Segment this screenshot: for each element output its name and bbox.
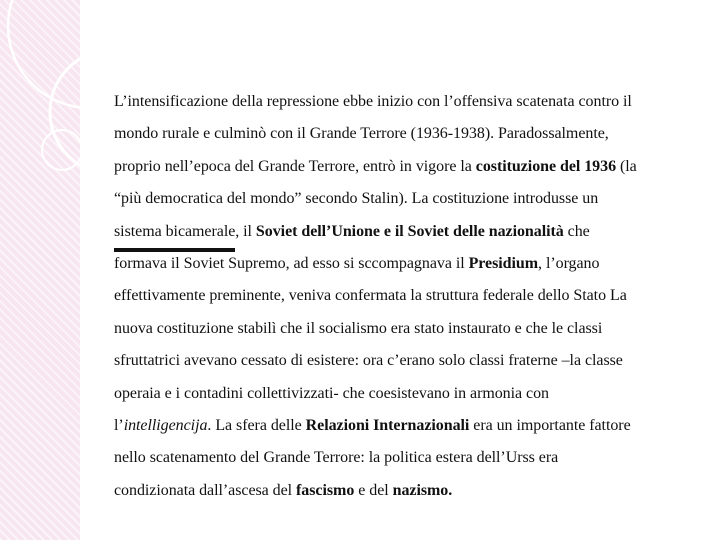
- bold-term-soviet: Soviet dell’Unione e il Soviet delle nazionalità: [255, 222, 564, 240]
- bold-term-relazioni-internazionali: Relazioni Internazionali: [305, 416, 470, 434]
- bold-term-nazismo: nazismo.: [392, 481, 453, 499]
- text-run: operaia e i contadini collettivizzati- che coesistevano in armonia con: [114, 384, 549, 402]
- text-run: (la: [616, 157, 637, 175]
- text-run: “più democratica del mondo” secondo Stalin). La costituzione introdusse un: [114, 190, 599, 208]
- text-run: . La sfera delle: [207, 416, 306, 434]
- text-run: nello scatenamento del Grande Terrore: la politica estera dell’Urss era: [114, 449, 559, 467]
- text-run: mondo rurale e culminò con il Grande Terrore (1936-1938). Paradossalmente,: [114, 125, 609, 143]
- text-line-10: [114, 378, 714, 410]
- text-run: , il: [235, 222, 256, 240]
- bold-term-costituzione: costituzione del 1936: [475, 157, 617, 175]
- text-line-13: [114, 475, 714, 507]
- text-run: era un importante fattore: [469, 416, 631, 434]
- text-line-2: [114, 118, 714, 150]
- underlined-term-sistema-bicamerale: sistema bicamerale: [114, 216, 235, 248]
- text-run: che: [563, 222, 590, 240]
- text-run: nuova costituzione stabilì che il socialismo era stato instaurato e che le classi: [114, 319, 603, 337]
- text-run: proprio nell’epoca del Grande Terrore, entrò in vigore la: [114, 157, 476, 175]
- text-line-11: [114, 410, 714, 442]
- text-run: formava il Soviet Supremo, ad esso si sccompagnava il: [114, 254, 469, 272]
- text-run: l’: [114, 416, 124, 434]
- text-line-9: [114, 345, 714, 377]
- text-line-3: [114, 151, 714, 183]
- text-run: , l’organo: [538, 254, 600, 272]
- bold-term-presidium: Presidium: [468, 254, 539, 272]
- text-line-5: [114, 216, 714, 248]
- bold-term-fascismo: fascismo: [296, 481, 355, 499]
- text-line-12: [114, 442, 714, 474]
- text-line-1: [114, 86, 714, 118]
- text-line-6: [114, 248, 714, 280]
- slide-body-text: [114, 86, 714, 507]
- text-line-4: [114, 183, 714, 215]
- italic-term-intelligencija: intelligencija: [123, 416, 208, 434]
- text-run: condizionata dall’ascesa del: [114, 481, 297, 499]
- text-run: L’intensificazione della repressione ebbe inizio con l’offensiva scatenata contro il: [114, 93, 632, 110]
- text-line-8: [114, 313, 714, 345]
- text-run: e del: [354, 481, 393, 499]
- text-run: effettivamente preminente, veniva confermata la struttura federale dello Stato La: [114, 287, 627, 305]
- text-line-7: [114, 280, 714, 312]
- text-run: sfruttatrici avevano cessato di esistere: ora c’erano solo classi fraterne –la classe: [114, 352, 623, 370]
